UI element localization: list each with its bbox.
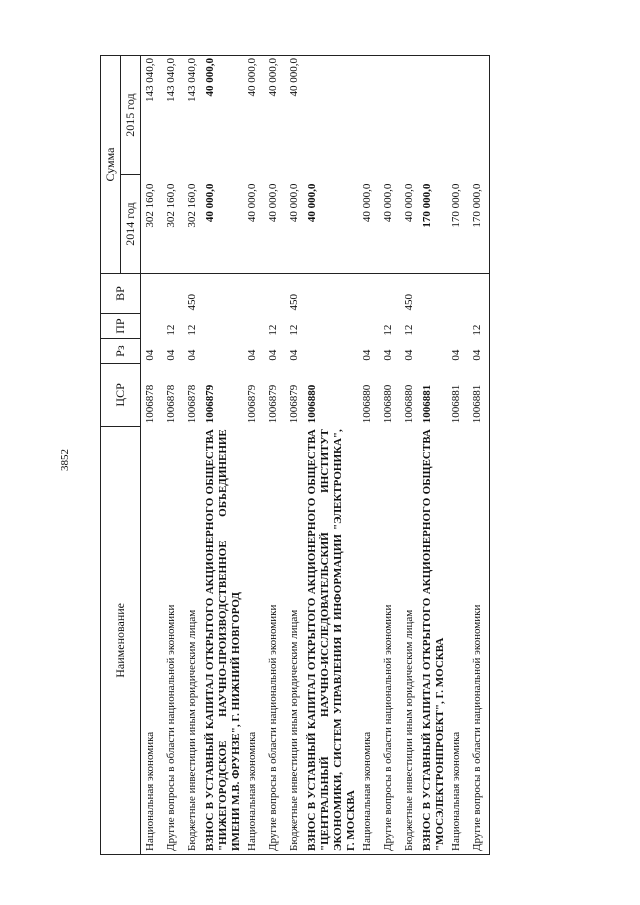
cell-s2: 143 040,0	[141, 56, 163, 175]
cell-pr: 12	[288, 324, 300, 336]
cell-vr	[379, 273, 400, 313]
table-row	[421, 56, 447, 855]
cell-rz: 04	[382, 349, 394, 361]
header-year-2014: 2014 год	[121, 175, 141, 274]
cell-name: Национальная экономика	[447, 426, 468, 854]
table-body	[141, 56, 490, 855]
cell-s1: 302 160,0	[183, 175, 204, 274]
cell-pr	[358, 314, 379, 339]
cell-csr: 1006878	[144, 384, 156, 424]
cell-s2	[379, 56, 400, 175]
cell-pr: 12	[165, 324, 177, 336]
cell-rz: 04	[267, 349, 279, 361]
table-row	[141, 56, 163, 855]
table-row	[306, 56, 358, 855]
cell-name: Другие вопросы в области национальной экономики	[264, 426, 285, 854]
cell-s1: 40 000,0	[379, 175, 400, 274]
cell-s1: 40 000,0	[358, 175, 379, 274]
cell-s2: 143 040,0	[183, 56, 204, 175]
cell-s1: 40 000,0	[264, 175, 285, 274]
cell-s1: 40 000,0	[285, 175, 306, 274]
cell-s2	[358, 56, 379, 175]
cell-vr	[447, 273, 468, 313]
cell-name: ВЗНОС В УСТАВНЫЙ КАПИТАЛ ОТКРЫТОГО АКЦИОНЕРНОГО ОБЩЕСТВА "ЦЕНТРАЛЬНЫЙ НАУЧНО-ИССЛЕДОВАТЕЛЬСКИЙ ИНСТИТУТ ЭКОНОМИКИ, СИСТЕМ УПРАВЛЕНИЯ И ИНФОРМАЦИИ "ЭЛЕКТРОНИКА", Г. МОСКВА	[306, 426, 358, 854]
table-header	[101, 56, 141, 855]
cell-csr: 1006878	[186, 384, 198, 424]
cell-vr	[243, 273, 264, 313]
cell-name: Бюджетные инвестиции иным юридическим лицам	[400, 426, 421, 854]
cell-rz	[306, 339, 358, 364]
budget-table	[100, 55, 490, 855]
cell-name: Другие вопросы в области национальной экономики	[468, 426, 490, 854]
table-row	[162, 56, 183, 855]
cell-vr	[306, 273, 358, 313]
cell-csr: 1006880	[403, 384, 415, 424]
cell-name: Национальная экономика	[358, 426, 379, 854]
cell-vr	[358, 273, 379, 313]
header-sum: Сумма	[101, 56, 121, 274]
cell-name: Национальная экономика	[243, 426, 264, 854]
header-pr: ПР	[101, 314, 141, 339]
table-row	[183, 56, 204, 855]
cell-s1: 170 000,0	[421, 175, 447, 274]
table-row	[204, 56, 243, 855]
cell-pr	[204, 314, 243, 339]
cell-vr: 450	[288, 294, 300, 311]
cell-s1: 302 160,0	[141, 175, 163, 274]
cell-pr	[141, 314, 163, 339]
cell-vr	[468, 273, 490, 313]
cell-rz: 04	[165, 349, 177, 361]
cell-pr	[421, 314, 447, 339]
cell-pr: 12	[267, 324, 279, 336]
cell-s1: 40 000,0	[400, 175, 421, 274]
cell-vr	[421, 273, 447, 313]
cell-vr	[204, 273, 243, 313]
cell-name: Бюджетные инвестиции иным юридическим лицам	[285, 426, 306, 854]
cell-vr	[162, 273, 183, 313]
cell-s1: 40 000,0	[204, 175, 243, 274]
cell-s2	[468, 56, 490, 175]
cell-s2: 40 000,0	[204, 56, 243, 175]
cell-vr	[141, 273, 163, 313]
header-name: Наименование	[101, 426, 141, 854]
table-row	[243, 56, 264, 855]
cell-pr	[306, 314, 358, 339]
cell-csr: 1006880	[306, 384, 318, 424]
header-vr: ВР	[101, 273, 141, 313]
cell-s2	[306, 56, 358, 175]
table-row	[447, 56, 468, 855]
cell-s2: 143 040,0	[162, 56, 183, 175]
cell-name: Другие вопросы в области национальной экономики	[162, 426, 183, 854]
cell-csr: 1006881	[468, 364, 490, 427]
cell-csr: 1006881	[421, 384, 433, 424]
page-number	[55, 450, 75, 470]
cell-rz: 04	[186, 349, 198, 361]
table-row	[400, 56, 421, 855]
cell-s2: 40 000,0	[243, 56, 264, 175]
cell-name: Бюджетные инвестиции иным юридическим лицам	[183, 426, 204, 854]
cell-csr: 1006879	[267, 384, 279, 424]
cell-name: ВЗНОС В УСТАВНЫЙ КАПИТАЛ ОТКРЫТОГО АКЦИОНЕРНОГО ОБЩЕСТВА "НИЖЕГОРОДСКОЕ НАУЧНО-ПРОИЗВОДСТВЕННОЕ ОБЪЕДИНЕНИЕ ИМЕНИ М.В. ФРУНЗЕ", Г. НИЖНИЙ НОВГОРОД	[204, 426, 243, 854]
table-row	[264, 56, 285, 855]
cell-s2	[421, 56, 447, 175]
cell-s2	[447, 56, 468, 175]
table-row	[358, 56, 379, 855]
cell-csr: 1006879	[204, 384, 216, 424]
table-row	[379, 56, 400, 855]
cell-rz	[421, 339, 447, 364]
cell-csr: 1006880	[361, 384, 373, 424]
cell-rz: 04	[450, 349, 462, 361]
cell-pr: 12	[403, 324, 415, 336]
cell-name: ВЗНОС В УСТАВНЫЙ КАПИТАЛ ОТКРЫТОГО АКЦИОНЕРНОГО ОБЩЕСТВА "МОСЭЛЕКТРОНПРОЕКТ", Г. МОСКВА	[421, 426, 447, 854]
cell-s2: 40 000,0	[264, 56, 285, 175]
cell-pr: 12	[186, 324, 198, 336]
header-rz: Рз	[101, 339, 141, 364]
cell-pr: 12	[468, 314, 490, 339]
table-row	[468, 56, 490, 855]
cell-s2: 40 000,0	[285, 56, 306, 175]
cell-csr: 1006879	[246, 384, 258, 424]
cell-s1: 40 000,0	[243, 175, 264, 274]
cell-rz: 04	[361, 349, 373, 361]
cell-name: Другие вопросы в области национальной экономики	[379, 426, 400, 854]
cell-s1: 170 000,0	[447, 175, 468, 274]
cell-rz	[204, 339, 243, 364]
cell-csr: 1006879	[288, 384, 300, 424]
cell-pr	[243, 314, 264, 339]
cell-pr: 12	[382, 324, 394, 336]
header-year-2015: 2015 год	[121, 56, 141, 175]
cell-vr	[264, 273, 285, 313]
cell-s2	[400, 56, 421, 175]
cell-rz: 04	[403, 349, 415, 361]
page-number-text: 3852	[59, 449, 71, 471]
budget-table-frame	[100, 55, 600, 855]
table-row	[285, 56, 306, 855]
cell-s1: 302 160,0	[162, 175, 183, 274]
cell-pr	[447, 314, 468, 339]
cell-rz: 04	[144, 349, 156, 361]
cell-csr: 1006880	[382, 384, 394, 424]
cell-s1: 170 000,0	[468, 175, 490, 274]
cell-rz: 04	[246, 349, 258, 361]
cell-rz: 04	[468, 339, 490, 364]
cell-rz: 04	[288, 349, 300, 361]
cell-vr: 450	[403, 294, 415, 311]
cell-s1: 40 000,0	[306, 175, 358, 274]
header-csr: ЦСР	[101, 364, 141, 427]
cell-csr: 1006881	[450, 384, 462, 424]
cell-csr: 1006878	[165, 384, 177, 424]
cell-name: Национальная экономика	[141, 426, 163, 854]
cell-vr: 450	[186, 294, 198, 311]
